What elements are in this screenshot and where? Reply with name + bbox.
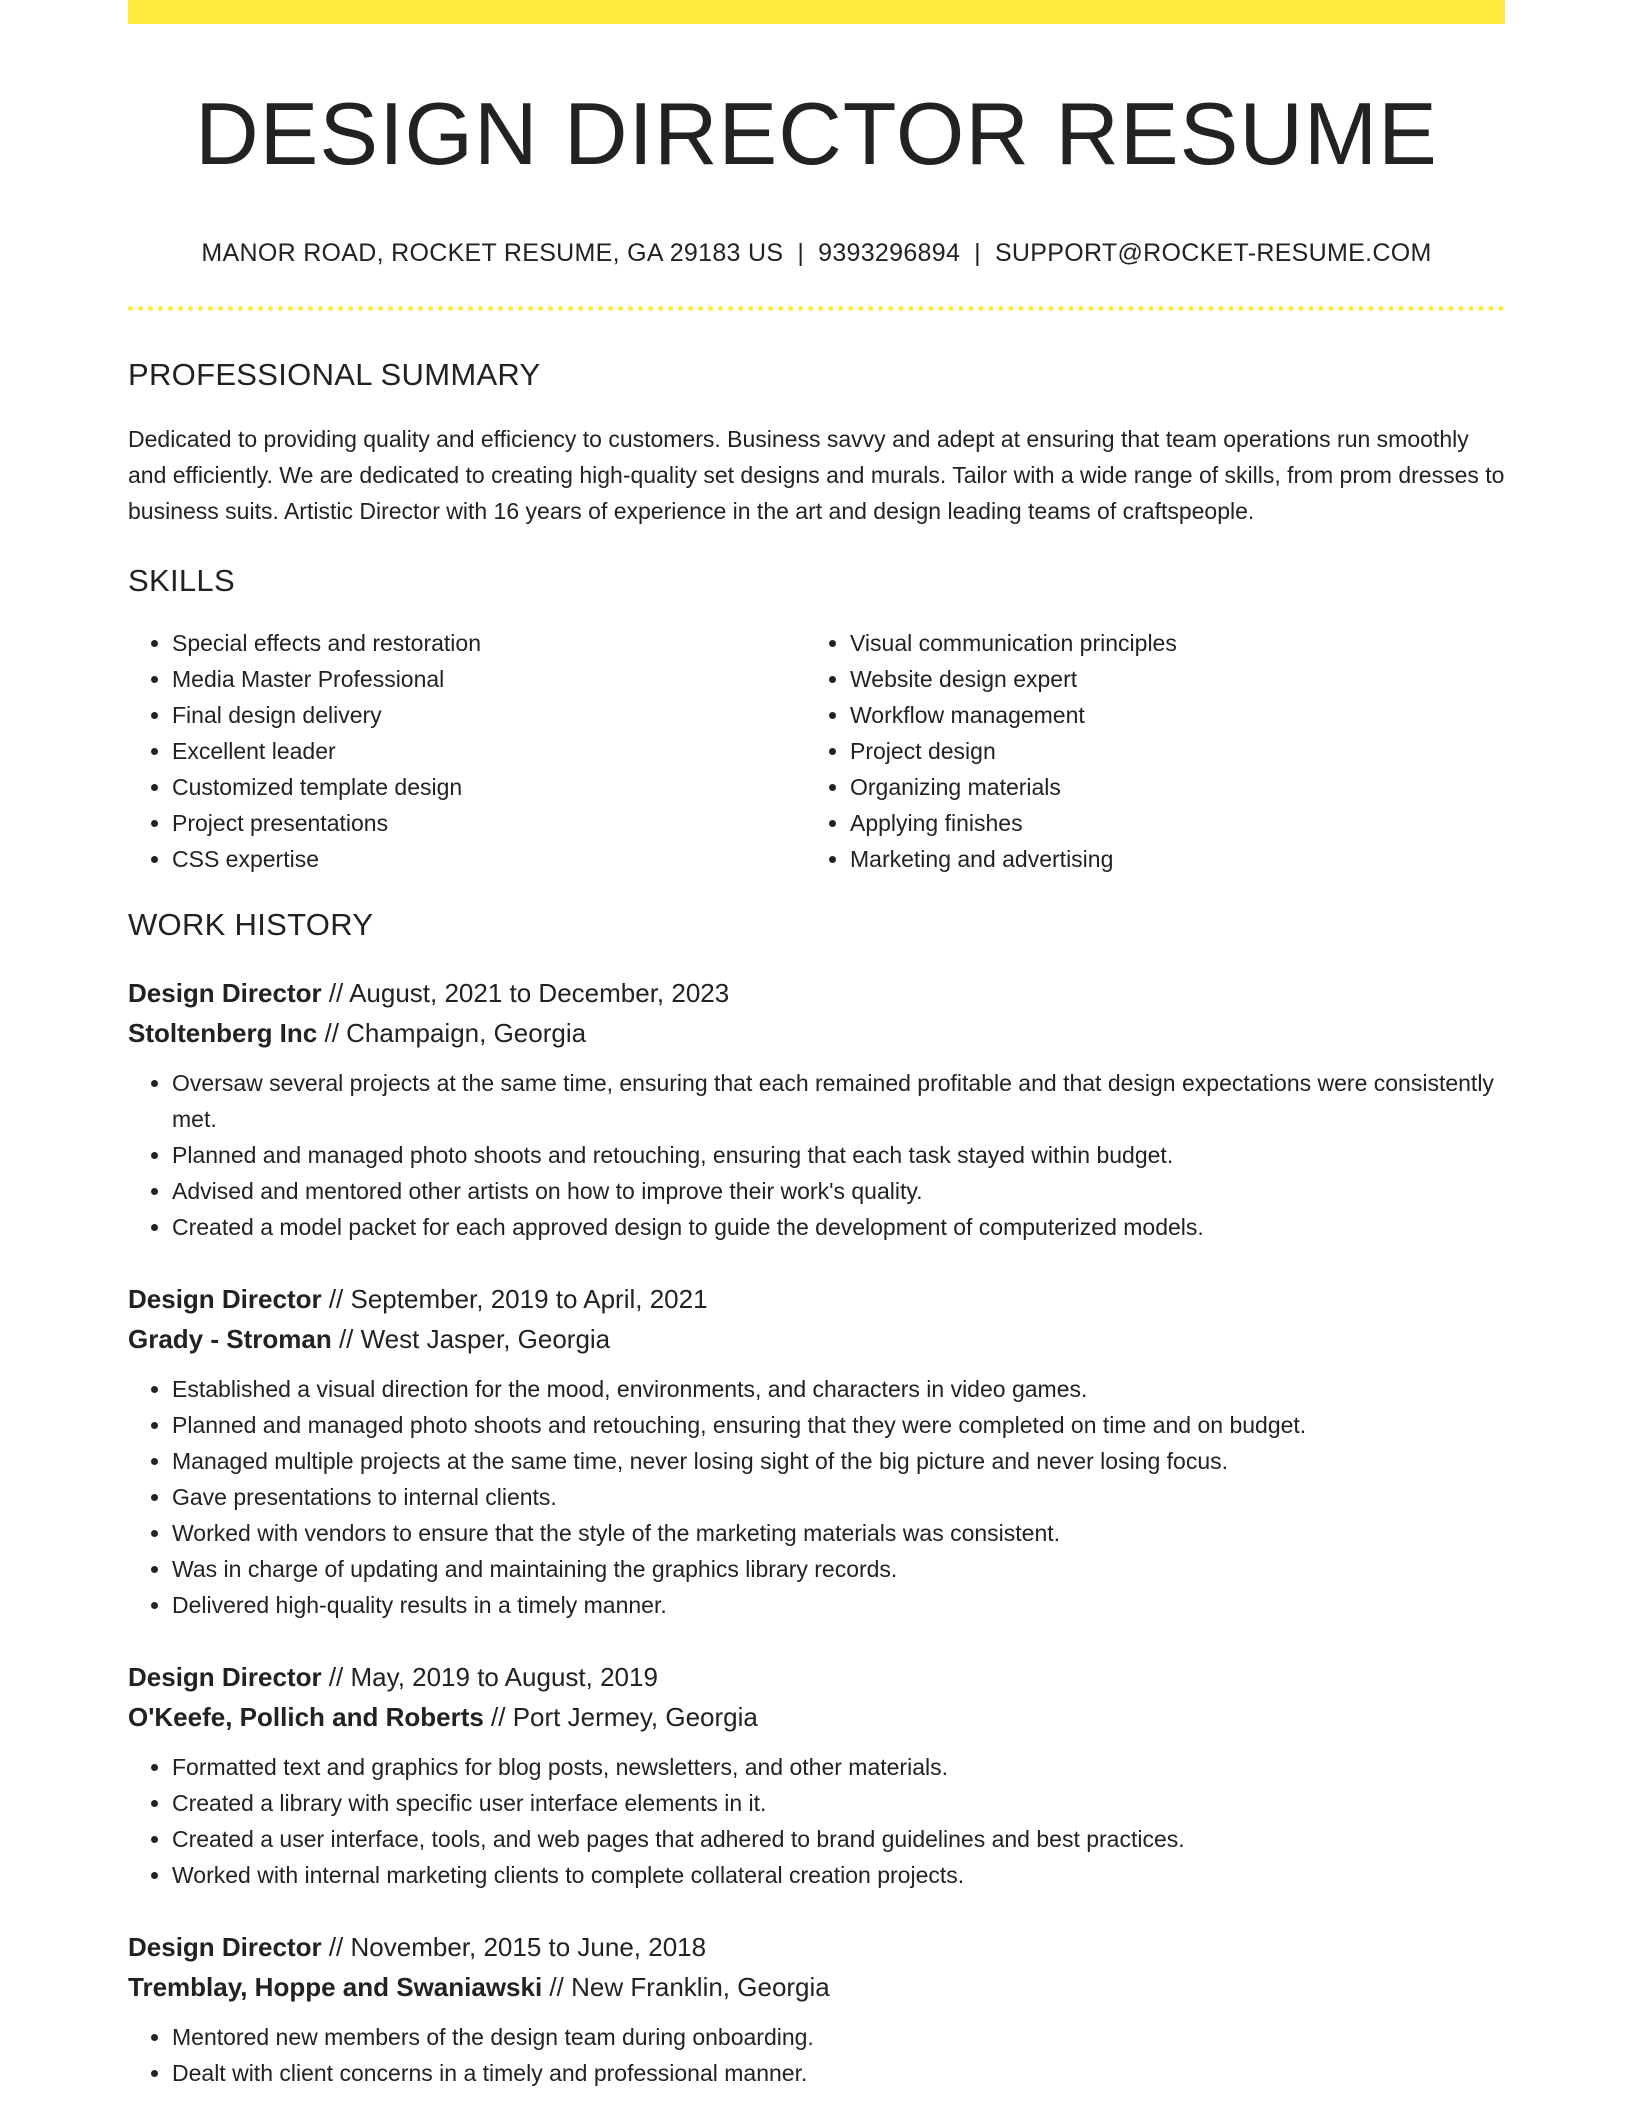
skills-heading: SKILLS <box>128 562 235 598</box>
job-company: Grady - Stroman <box>128 1323 332 1354</box>
skills-column-right <box>806 625 1440 877</box>
skill-item: • Excellent leader <box>172 733 806 769</box>
skill-item: • Final design delivery <box>172 697 806 733</box>
skills-list <box>128 625 1505 877</box>
job-bullet: • Planned and managed photo shoots and retouching, ensuring that each task stayed within budget. <box>172 1137 1505 1173</box>
skill-item: • Marketing and advertising <box>850 841 1440 877</box>
skill-item: • Website design expert <box>850 661 1440 697</box>
contact-address: MANOR ROAD, ROCKET RESUME, GA 29183 US <box>201 238 784 267</box>
job-bullet: • Worked with internal marketing clients to complete collateral creation projects. <box>172 1857 1505 1893</box>
job-bullet: • Established a visual direction for the mood, environments, and characters in video games. <box>172 1371 1505 1407</box>
job-bullet: • Planned and managed photo shoots and retouching, ensuring that they were completed on time and on budget. <box>172 1407 1505 1443</box>
job-company: O'Keefe, Pollich and Roberts <box>128 1701 484 1732</box>
job-location: // Port Jermey, Georgia <box>483 1701 758 1732</box>
skill-item: • CSS expertise <box>172 841 806 877</box>
job-bullet: • Dealt with client concerns in a timely and professional manner. <box>172 2055 1505 2091</box>
resume-title: DESIGN DIRECTOR RESUME <box>195 84 1438 183</box>
contact-line <box>128 239 1505 268</box>
job-bullet: • Oversaw several projects at the same time, ensuring that each remained profitable and that design expectations were consistently met. <box>172 1065 1505 1137</box>
job-dates: // May, 2019 to August, 2019 <box>321 1661 658 1692</box>
job-role: Design Director <box>128 1283 322 1314</box>
job-bullet: • Was in charge of updating and maintaining the graphics library records. <box>172 1551 1505 1587</box>
job-dates: // August, 2021 to December, 2023 <box>321 977 730 1008</box>
job-company-line <box>128 1319 1505 1359</box>
summary-heading: PROFESSIONAL SUMMARY <box>128 356 541 392</box>
job-entry <box>128 1657 1505 1893</box>
dotted-divider <box>128 306 1505 311</box>
work-history-heading: WORK HISTORY <box>128 906 374 942</box>
resume-page <box>128 0 1505 2091</box>
job-bullet: • Mentored new members of the design team during onboarding. <box>172 2019 1505 2055</box>
job-bullets <box>128 1371 1505 1623</box>
summary-text: Dedicated to providing quality and efficiency to customers. Business savvy and adept at ensuring that team operations run smoothly and efficiently. We are dedicated to creating high-quality set designs and murals. Tailor with a wide range of skills, from prom dresses to business suits. Artistic Director with 16 years of experience in the art and design leading teams of craftspeople. <box>128 425 1505 524</box>
skill-item: • Customized template design <box>172 769 806 805</box>
job-bullets <box>128 1065 1505 1245</box>
job-company-line <box>128 1013 1505 1053</box>
job-role-line <box>128 1279 1505 1319</box>
job-bullet: • Delivered high-quality results in a timely manner. <box>172 1587 1505 1623</box>
job-role-line <box>128 973 1505 1013</box>
job-role: Design Director <box>128 1931 322 1962</box>
job-role-line <box>128 1927 1505 1967</box>
job-bullet: • Created a user interface, tools, and web pages that adhered to brand guidelines and best practices. <box>172 1821 1505 1857</box>
job-bullet: • Created a model packet for each approved design to guide the development of computerized models. <box>172 1209 1505 1245</box>
job-location: // Champaign, Georgia <box>317 1017 587 1048</box>
job-bullet: • Managed multiple projects at the same time, never losing sight of the big picture and never losing focus. <box>172 1443 1505 1479</box>
skill-item: • Project presentations <box>172 805 806 841</box>
job-bullets <box>128 2019 1505 2091</box>
job-role: Design Director <box>128 1661 322 1692</box>
job-location: // West Jasper, Georgia <box>331 1323 611 1354</box>
job-bullets <box>128 1749 1505 1893</box>
job-dates: // September, 2019 to April, 2021 <box>321 1283 708 1314</box>
job-entry <box>128 1927 1505 2091</box>
skill-item: • Workflow management <box>850 697 1440 733</box>
contact-separator: | <box>974 238 981 267</box>
skill-item: • Visual communication principles <box>850 625 1440 661</box>
job-company: Stoltenberg Inc <box>128 1017 318 1048</box>
job-role: Design Director <box>128 977 322 1008</box>
job-location: // New Franklin, Georgia <box>542 1971 830 2002</box>
contact-email: SUPPORT@ROCKET-RESUME.COM <box>994 238 1432 267</box>
job-bullet: • Advised and mentored other artists on how to improve their work's quality. <box>172 1173 1505 1209</box>
job-bullet: • Created a library with specific user interface elements in it. <box>172 1785 1505 1821</box>
job-bullet: • Gave presentations to internal clients. <box>172 1479 1505 1515</box>
accent-bar <box>128 0 1505 24</box>
job-entry <box>128 1279 1505 1623</box>
job-company-line <box>128 1697 1505 1737</box>
contact-phone: 9393296894 <box>818 238 961 267</box>
job-company-line <box>128 1967 1505 2007</box>
skill-item: • Project design <box>850 733 1440 769</box>
job-company: Tremblay, Hoppe and Swaniawski <box>128 1971 543 2002</box>
skill-item: • Applying finishes <box>850 805 1440 841</box>
skill-item: • Media Master Professional <box>172 661 806 697</box>
skill-item: • Organizing materials <box>850 769 1440 805</box>
skills-column-left <box>128 625 806 877</box>
contact-separator: | <box>797 238 805 267</box>
skill-item: • Special effects and restoration <box>172 625 806 661</box>
job-entry <box>128 973 1505 1245</box>
job-bullet: • Worked with vendors to ensure that the style of the marketing materials was consistent. <box>172 1515 1505 1551</box>
job-dates: // November, 2015 to June, 2018 <box>321 1931 707 1962</box>
job-bullet: • Formatted text and graphics for blog posts, newsletters, and other materials. <box>172 1749 1505 1785</box>
job-role-line <box>128 1657 1505 1697</box>
